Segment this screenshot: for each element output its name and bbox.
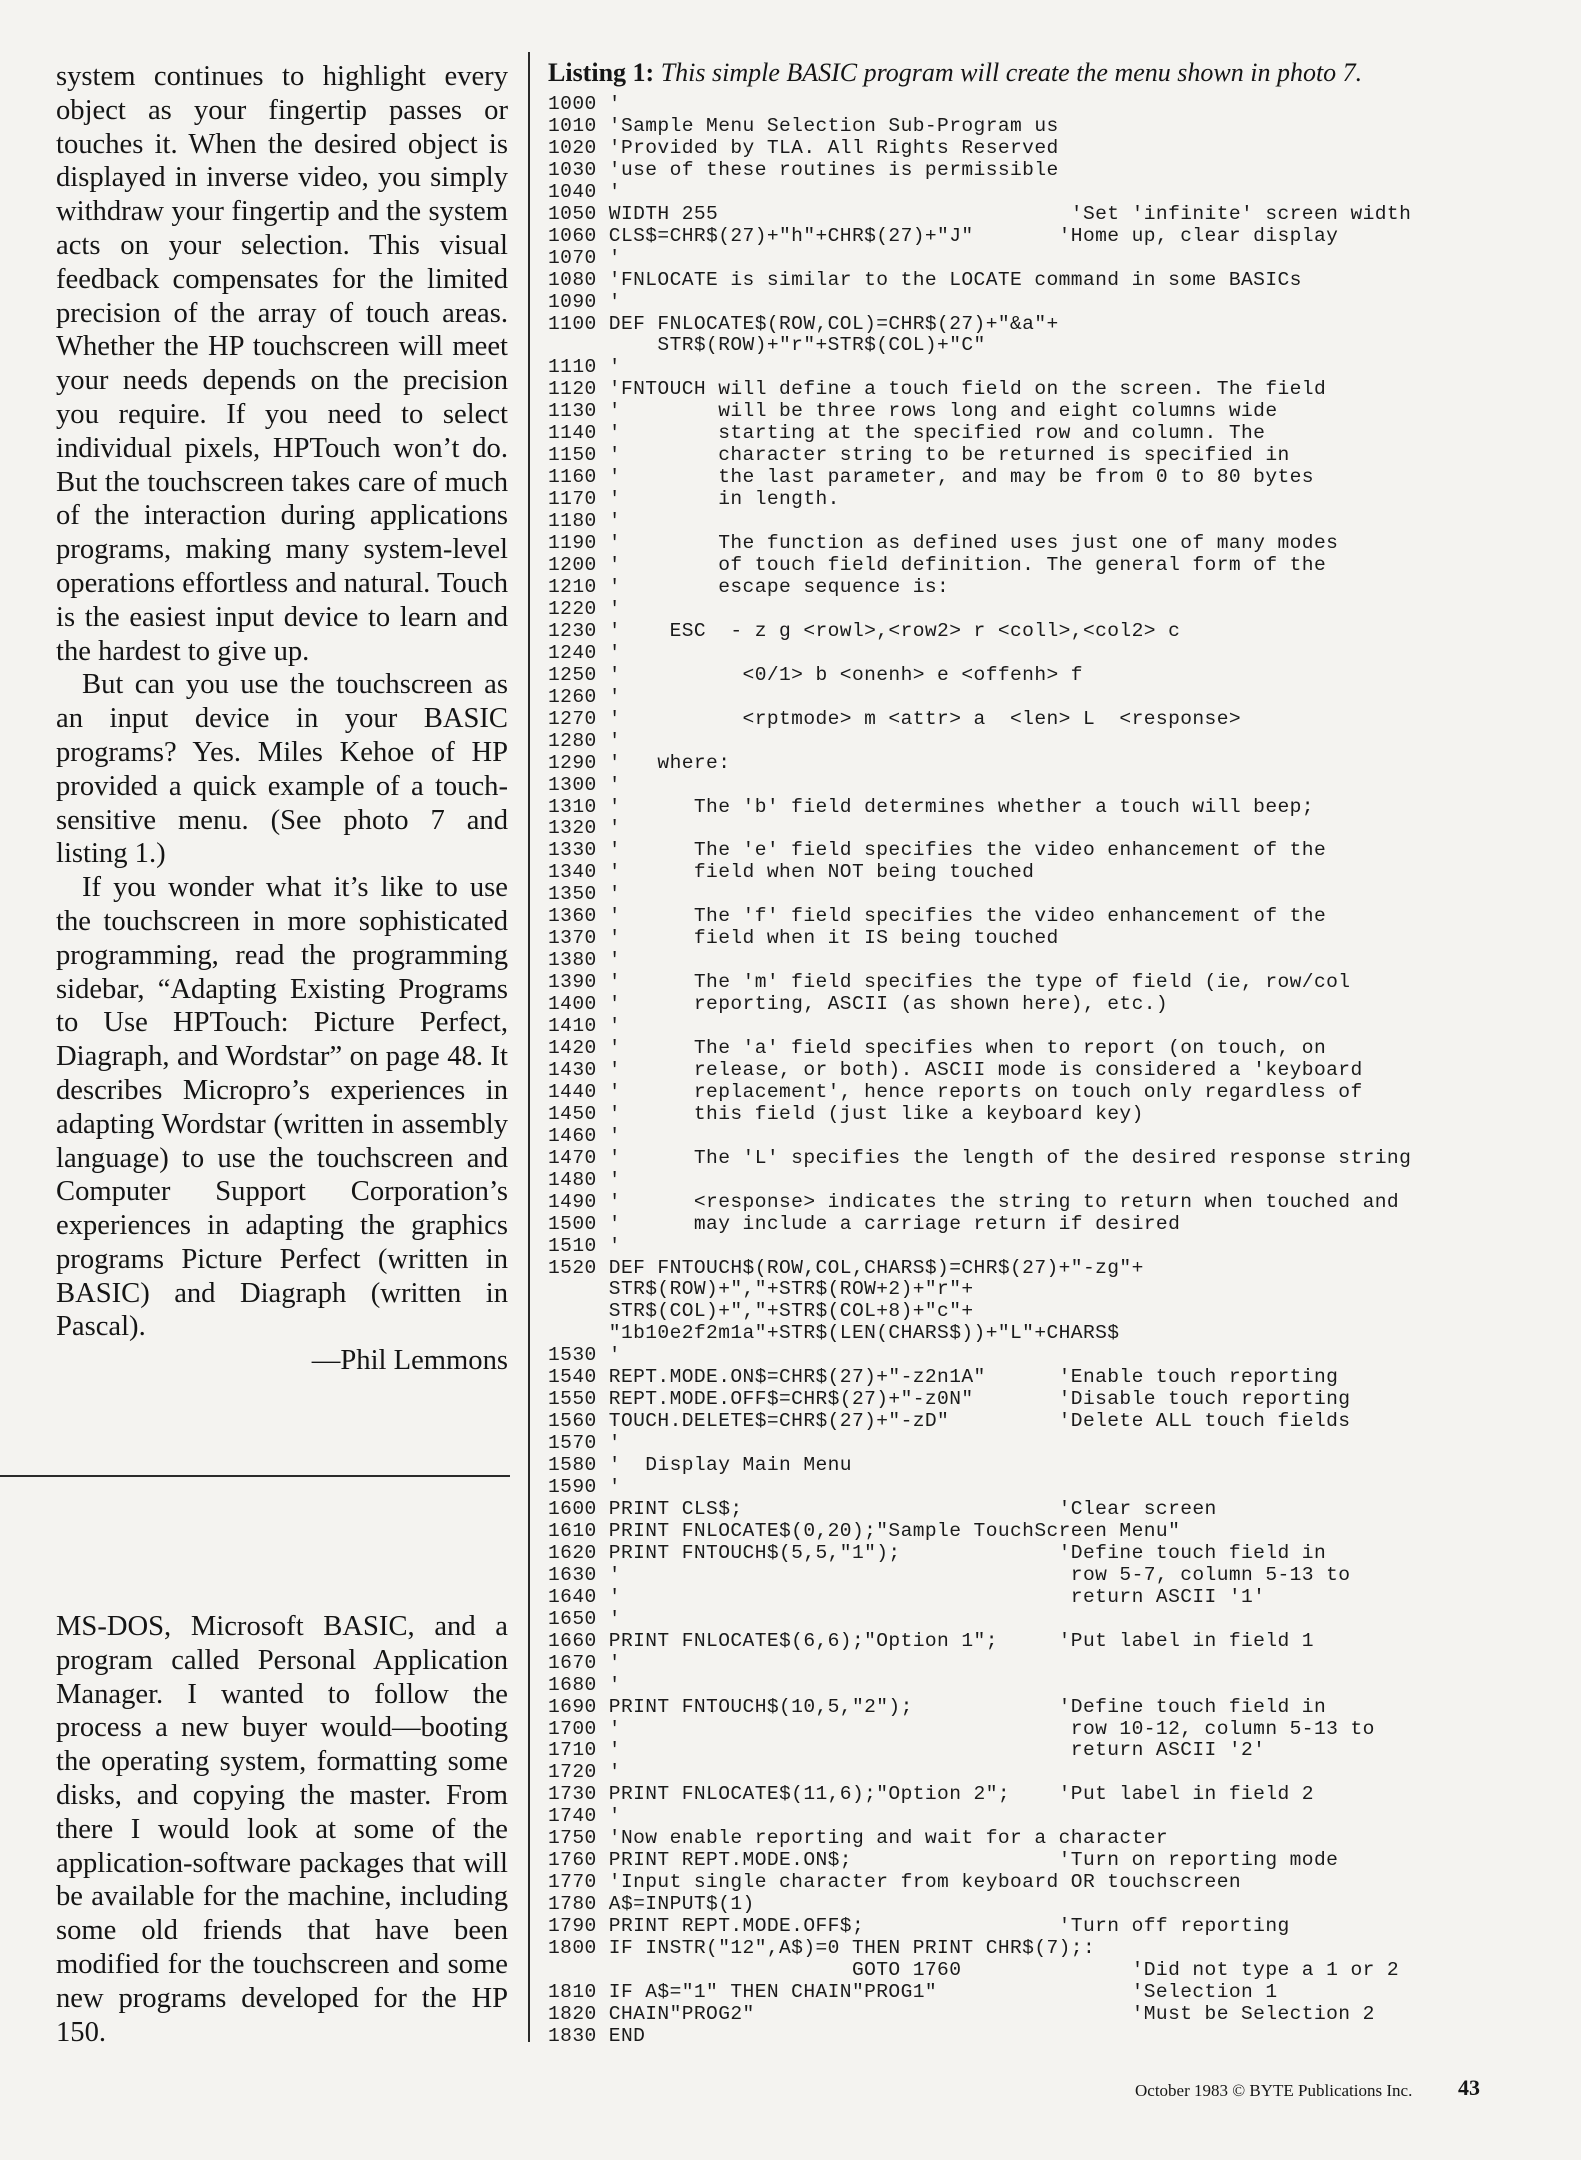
listing-label: Listing 1: <box>548 58 655 87</box>
page-footer-credit: October 1983 © BYTE Publications Inc. <box>1135 2081 1413 2100</box>
listing-caption <box>548 57 1558 89</box>
article-column-top <box>56 60 508 1378</box>
page-number: 43 <box>1458 2075 1480 2100</box>
article-paragraph: But can you use the touchscreen as an input device in your BASIC programs? Yes. Miles Kehoe of HP provided a quick example of a touch-sensitive menu. (See photo 7 and listing 1.) <box>56 669 508 870</box>
article-paragraph: If you wonder what it’s like to use the touchscreen in more sophisticated programming, read the programming sidebar, “Adapting Existing Programs to Use HPTouch: Picture Perfect, Diagraph, and Wordstar” on page 48. It describes Micropro’s experiences in adapting Wordstar (written in assembly language) to use the touchscreen and Computer Support Corporation’s experiences in adapting the graphics programs Picture Perfect (written in BASIC) and Diagraph (written in Pascal). <box>56 872 508 1343</box>
basic-code-listing: 1000 ' 1010 'Sample Menu Selection Sub-Program us 1020 'Provided by TLA. All Rights Reserved 1030 'use of these routines is permissible 1040 ' 1050 WIDTH 255 'Set 'infinite' screen width 1060 CLS$=CHR$(27)+"h"+CHR$(27)+"J" 'Home up, clear display 1070 ' 1080 'FNLOCATE is similar to the LOCATE command in some BASICs 1090 ' 1100 DEF FNLOCATE$(ROW,COL)=CHR$(27)+"&a"+ STR$(ROW)+"r"+STR$(COL)+"C" 1110 ' 1120 'FNTOUCH will define a touch field on the screen. The field 1130 ' will be three rows long and eight columns wide 1140 ' starting at the specified row and column. The 1150 ' character string to be returned is specified in 1160 ' the last parameter, and may be from 0 to 80 bytes 1170 ' in length. 1180 ' 1190 ' The function as defined uses just one of many modes 1200 ' of touch field definition. The general form of the 1210 ' escape sequence is: 1220 ' 1230 ' ESC - z g <rowl>,<row2> r <coll>,<col2> c 1240 ' 1250 ' <0/1> b <onenh> e <offenh> f 1260 ' 1270 ' <rptmode> m <attr> a <len> L <response> 1280 ' 1290 ' where: 1300 ' 1310 ' The 'b' field determines whether a touch will beep; 1320 ' 1330 ' The 'e' field specifies the video enhancement of the 1340 ' field when NOT being touched 1350 ' 1360 ' The 'f' field specifies the video enhancement of the 1370 ' field when it IS being touched 1380 ' 1390 ' The 'm' field specifies the type of field (ie, row/col 1400 ' reporting, ASCII (as shown here), etc.) 1410 ' 1420 ' The 'a' field specifies when to report (on touch, on 1430 ' release, or both). ASCII mode is considered a 'keyboard 1440 ' replacement', hence reports on touch only regardless of 1450 ' this field (just like a keyboard key) 1460 ' 1470 ' The 'L' specifies the length of the desired response string 1480 ' 1490 ' <response> indicates the string to return when touched and 1500 ' may include a carriage return if desired 1510 ' 1520 DEF FNTOUCH$(ROW,COL,CHARS$)=CHR$(27)+"-zg"+ STR$(ROW)+","+STR$(ROW+2)+"r"+ STR$(COL)+","+STR$(COL+8)+"c"+ "1b10e2f2m1a"+STR$(LEN(CHARS$))+"L"+CHARS$ 1530 ' 1540 REPT.MODE.ON$=CHR$(27)+"-z2n1A" 'Enable touch reporting 1550 REPT.MODE.OFF$=CHR$(27)+"-z0N" 'Disable touch reporting 1560 TOUCH.DELETE$=CHR$(27)+"-zD" 'Delete ALL touch fields 1570 ' 1580 ' Display Main Menu 1590 ' 1600 PRINT CLS$; 'Clear screen 1610 PRINT FNLOCATE$(0,20);"Sample TouchScreen Menu" 1620 PRINT FNTOUCH$(5,5,"1"); 'Define touch field in 1630 ' row 5-7, column 5-13 to 1640 ' return ASCII '1' 1650 ' 1660 PRINT FNLOCATE$(6,6);"Option 1"; 'Put label in field 1 1670 ' 1680 ' 1690 PRINT FNTOUCH$(10,5,"2"); 'Define touch field in 1700 ' row 10-12, column 5-13 to 1710 ' return ASCII '2' 1720 ' 1730 PRINT FNLOCATE$(11,6);"Option 2"; 'Put label in field 2 1740 ' 1750 'Now enable reporting and wait for a character 1760 PRINT REPT.MODE.ON$; 'Turn on reporting mode 1770 'Input single character from keyboard OR touchscreen 1780 A$=INPUT$(1) 1790 PRINT REPT.MODE.OFF$; 'Turn off reporting 1800 IF INSTR("12",A$)=0 THEN PRINT CHR$(7);: GOTO 1760 'Did not type a 1 or 2 1810 IF A$="1" THEN CHAIN"PROG1" 'Selection 1 1820 CHAIN"PROG2" 'Must be Selection 2 1830 END <box>548 93 1412 2047</box>
author-byline: —Phil Lemmons <box>311 1345 508 1377</box>
section-divider <box>0 1475 510 1477</box>
listing-caption-text: This simple BASIC program will create the menu shown in photo 7. <box>660 58 1363 87</box>
article-column-bottom <box>56 1610 508 2049</box>
column-divider <box>528 52 530 2042</box>
article-paragraph: MS-DOS, Microsoft BASIC, and a program called Personal Application Manager. I wanted to follow the process a new buyer would—booting the operating system, formatting some disks, and copying the master. From there I would look at some of the application-software packages that will be available for the machine, including some old friends that have been modified for the touchscreen and some new programs developed for the HP 150. <box>56 1611 508 2048</box>
article-paragraph: system continues to highlight every object as your fingertip passes or touches it. When the desired object is displayed in inverse video, you simply withdraw your fingertip and the system acts on your selection. This visual feedback compensates for the limited precision of the array of touch areas. Whether the HP touchscreen will meet your needs depends on the precision you require. If you need to select individual pixels, HPTouch won’t do. But the touchscreen takes care of much of the interaction during applications programs, making many system-level operations effortless and natural. Touch is the easiest input device to learn and the hardest to give up. <box>56 61 508 667</box>
